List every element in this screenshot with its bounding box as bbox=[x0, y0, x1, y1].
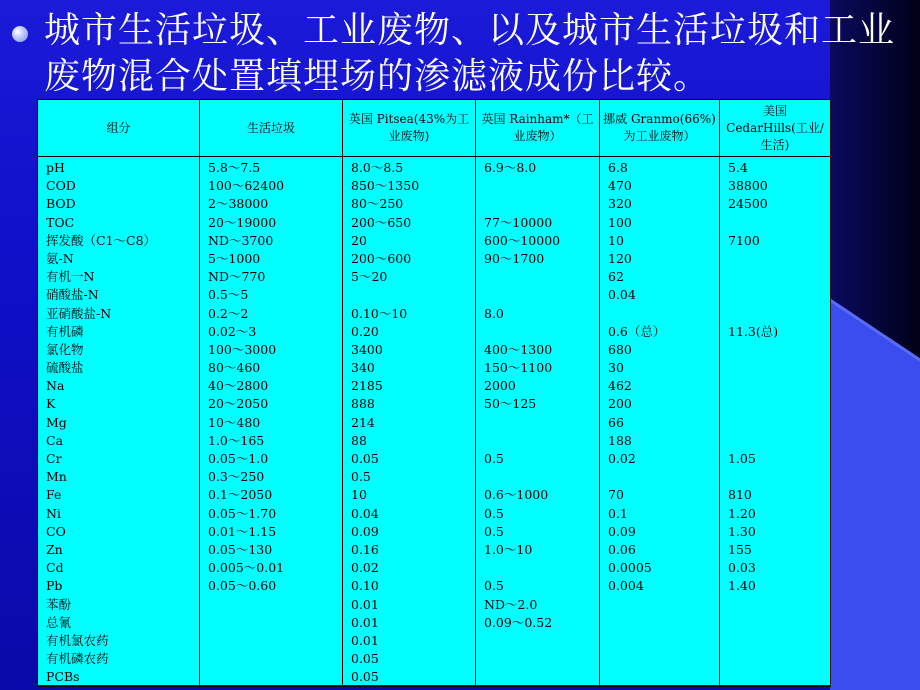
table-cell: 0.6（总） bbox=[608, 323, 666, 339]
column-domestic-waste bbox=[200, 157, 343, 687]
table-cell bbox=[608, 632, 719, 650]
table-cell: 400～1300 bbox=[484, 341, 553, 357]
table-cell: 亚硝酸盐-N bbox=[46, 305, 112, 321]
table-cell: 0.05 bbox=[351, 451, 379, 466]
table-cell: 462 bbox=[608, 378, 632, 394]
table-cell: Cd bbox=[46, 560, 64, 576]
table-cell: 0.05～0.60 bbox=[208, 578, 277, 594]
table-cell: 0.10 bbox=[351, 578, 379, 594]
table-cell: 155 bbox=[728, 541, 752, 557]
table-cell: 214 bbox=[351, 414, 375, 430]
header-uk-rainham: 英国 Rainham*（工业废物） bbox=[476, 100, 600, 157]
table-cell: ND～3700 bbox=[208, 232, 274, 248]
header-usa-cedarhills: 美国 CedarHills(工业/生活) bbox=[720, 100, 831, 157]
table-cell: 200～650 bbox=[351, 214, 412, 230]
table-cell: BOD bbox=[46, 196, 76, 212]
table-cell: 0.5 bbox=[484, 505, 504, 521]
table-cell: 20 bbox=[351, 232, 367, 248]
table-cell bbox=[484, 195, 599, 213]
table-cell: 1.40 bbox=[728, 578, 756, 594]
table-cell bbox=[728, 650, 830, 668]
table-cell: 挥发酸（C1～C8） bbox=[46, 232, 157, 248]
table-cell: 100～3000 bbox=[208, 341, 277, 357]
table-cell: 0.20 bbox=[351, 323, 379, 339]
table-cell: 30 bbox=[608, 360, 624, 376]
table-cell: Zn bbox=[46, 541, 63, 557]
table-cell bbox=[728, 214, 830, 232]
table-cell: 0.0005 bbox=[608, 560, 652, 576]
header-uk-pitsea: 英国 Pitsea(43%为工业废物) bbox=[343, 100, 476, 157]
table-cell: 1.05 bbox=[728, 451, 756, 466]
table-cell: 8.0 bbox=[484, 305, 504, 321]
table-cell: 100～62400 bbox=[208, 178, 285, 194]
table-cell bbox=[728, 305, 830, 323]
table-cell: 20～2050 bbox=[208, 396, 269, 412]
table-cell: 2185 bbox=[351, 378, 383, 394]
table-cell: 0.06 bbox=[608, 541, 636, 557]
table-cell bbox=[608, 596, 719, 614]
table-cell: 188 bbox=[608, 432, 632, 448]
table-cell bbox=[728, 614, 830, 632]
table-cell: Mg bbox=[46, 414, 67, 430]
table-cell: 0.02 bbox=[608, 451, 636, 466]
table-cell: 0.1 bbox=[608, 505, 628, 521]
table-cell: 10 bbox=[351, 487, 367, 503]
header-domestic-waste: 生活垃圾 bbox=[200, 100, 343, 157]
table-cell: PCBs bbox=[46, 669, 80, 685]
table-cell: 0.10～10 bbox=[351, 305, 408, 321]
table-cell: ND～2.0 bbox=[484, 596, 538, 612]
table-cell bbox=[728, 377, 830, 395]
table-cell bbox=[484, 668, 599, 686]
table-cell: 硝酸盐-N bbox=[46, 287, 99, 303]
table-cell: 0.03 bbox=[728, 560, 756, 576]
table-cell bbox=[608, 650, 719, 668]
table-cell bbox=[728, 395, 830, 413]
table-cell: 0.1～2050 bbox=[208, 487, 273, 503]
table-cell: 0.05～1.0 bbox=[208, 451, 269, 466]
table-cell: Pb bbox=[46, 578, 63, 594]
table-cell: 888 bbox=[351, 396, 375, 412]
table-cell bbox=[484, 559, 599, 577]
table-cell: TOC bbox=[46, 214, 75, 230]
table-cell: 0.05 bbox=[351, 651, 379, 667]
table-cell bbox=[728, 286, 830, 304]
table-cell: 10～480 bbox=[208, 414, 261, 430]
table-header-row bbox=[38, 100, 831, 157]
table-cell bbox=[608, 668, 719, 686]
table-cell: 50～125 bbox=[484, 396, 537, 412]
table-cell: 0.09～0.52 bbox=[484, 614, 553, 630]
table-cell: 40～2800 bbox=[208, 378, 269, 394]
table-cell: 0.05～130 bbox=[208, 541, 273, 557]
table-cell bbox=[484, 323, 599, 341]
table-cell: Ni bbox=[46, 505, 61, 521]
table-cell: 470 bbox=[608, 178, 632, 194]
table-cell: 1.20 bbox=[728, 505, 756, 521]
table-cell bbox=[608, 468, 719, 486]
table-cell: 氯化物 bbox=[46, 341, 84, 357]
table-cell: 0.02～3 bbox=[208, 323, 257, 339]
table-cell: 1.0～10 bbox=[484, 541, 533, 557]
table-cell bbox=[484, 632, 599, 650]
table-cell: 810 bbox=[728, 487, 752, 503]
table-cell: 0.5 bbox=[351, 469, 371, 485]
table-cell bbox=[484, 414, 599, 432]
table-cell: 80～250 bbox=[351, 196, 404, 212]
table-cell bbox=[484, 177, 599, 195]
table-cell bbox=[728, 341, 830, 359]
table-cell: 0.09 bbox=[351, 523, 379, 539]
column-uk-pitsea bbox=[343, 157, 476, 687]
table-cell: 3400 bbox=[351, 341, 383, 357]
table-cell bbox=[484, 268, 599, 286]
table-cell: 340 bbox=[351, 360, 375, 376]
slide-title: 城市生活垃圾、工业废物、以及城市生活垃圾和工业废物混合处置填埋场的渗滤液成份比较。 bbox=[44, 10, 896, 97]
table-cell: 0.5 bbox=[484, 451, 504, 466]
table-cell: 20～19000 bbox=[208, 214, 277, 230]
column-usa-cedarhills bbox=[720, 157, 831, 687]
table-cell: 0.04 bbox=[351, 505, 379, 521]
table-cell: 24500 bbox=[728, 196, 768, 212]
table-cell: Mn bbox=[46, 469, 67, 485]
table-cell: 有机磷 bbox=[46, 323, 84, 339]
table-cell bbox=[484, 432, 599, 450]
table-cell bbox=[728, 414, 830, 432]
table-cell: 5～20 bbox=[351, 269, 388, 285]
table-cell: 有机氯农药 bbox=[46, 632, 109, 648]
table-cell: 0.5～5 bbox=[208, 287, 249, 303]
table-cell: 6.9～8.0 bbox=[484, 160, 537, 175]
table-cell bbox=[484, 650, 599, 668]
table-cell: COD bbox=[46, 178, 76, 194]
table-cell bbox=[608, 305, 719, 323]
column-component bbox=[38, 157, 200, 687]
table-cell: 88 bbox=[351, 432, 367, 448]
bullet-icon bbox=[12, 26, 28, 42]
table-cell: 850～1350 bbox=[351, 178, 420, 194]
table-cell bbox=[484, 286, 599, 304]
table-cell: 有机磷农药 bbox=[46, 651, 109, 667]
table-cell: 600～10000 bbox=[484, 232, 561, 248]
table-cell: 320 bbox=[608, 196, 632, 212]
leachate-table-container bbox=[37, 99, 830, 685]
table-cell: 0.2～2 bbox=[208, 305, 249, 321]
table-cell: 2000 bbox=[484, 378, 516, 394]
table-cell bbox=[208, 668, 342, 686]
table-cell: 66 bbox=[608, 414, 624, 430]
table-cell: Cr bbox=[46, 451, 62, 466]
table-cell: 0.01 bbox=[351, 614, 379, 630]
table-cell: 硫酸盐 bbox=[46, 360, 84, 376]
table-cell: 0.3～250 bbox=[208, 469, 265, 485]
table-cell: 有机一N bbox=[46, 269, 95, 285]
table-cell: 0.16 bbox=[351, 541, 379, 557]
table-cell: 70 bbox=[608, 487, 624, 503]
table-cell: 77～10000 bbox=[484, 214, 553, 230]
table-cell bbox=[728, 268, 830, 286]
table-cell bbox=[208, 596, 342, 614]
table-body-row bbox=[38, 157, 831, 687]
table-cell: 2～38000 bbox=[208, 196, 269, 212]
table-cell bbox=[728, 596, 830, 614]
table-cell: 0.05 bbox=[351, 669, 379, 685]
table-cell: Ca bbox=[46, 432, 64, 448]
table-cell: 90～1700 bbox=[484, 250, 545, 266]
table-cell: 80～460 bbox=[208, 360, 261, 376]
table-cell: 0.01 bbox=[351, 632, 379, 648]
table-cell: 10 bbox=[608, 232, 624, 248]
table-cell bbox=[351, 286, 475, 304]
table-cell: Fe bbox=[46, 487, 62, 503]
table-cell: 8.0～8.5 bbox=[351, 160, 404, 175]
table-cell: 5.4 bbox=[728, 160, 748, 175]
table-cell: 100 bbox=[608, 214, 632, 230]
table-cell bbox=[208, 614, 342, 632]
table-cell: 200～600 bbox=[351, 250, 412, 266]
table-cell: 苯酚 bbox=[46, 596, 72, 612]
table-cell bbox=[484, 468, 599, 486]
table-cell bbox=[728, 668, 830, 686]
table-cell: 0.5 bbox=[484, 578, 504, 594]
table-cell bbox=[208, 650, 342, 668]
column-uk-rainham bbox=[476, 157, 600, 687]
table-cell: pH bbox=[46, 160, 65, 175]
table-cell: 1.0～165 bbox=[208, 432, 265, 448]
table-cell: ND～770 bbox=[208, 269, 266, 285]
table-cell: 5.8～7.5 bbox=[208, 160, 261, 175]
table-cell: 680 bbox=[608, 341, 632, 357]
table-cell bbox=[728, 250, 830, 268]
table-cell bbox=[728, 432, 830, 450]
table-cell: CO bbox=[46, 523, 66, 539]
table-cell: 11.3(总) bbox=[728, 323, 779, 339]
table-cell: 0.5 bbox=[484, 523, 504, 539]
header-norway-granmo: 挪威 Granmo(66%)为工业废物） bbox=[600, 100, 720, 157]
table-cell: 5～1000 bbox=[208, 250, 261, 266]
table-cell bbox=[208, 632, 342, 650]
table-cell: 0.01～1.15 bbox=[208, 523, 277, 539]
table-cell: 总氰 bbox=[46, 614, 72, 630]
leachate-comparison-table bbox=[37, 99, 831, 687]
table-cell: 0.09 bbox=[608, 523, 636, 539]
table-cell: 0.05～1.70 bbox=[208, 505, 277, 521]
table-cell: 200 bbox=[608, 396, 632, 412]
table-cell: 120 bbox=[608, 250, 632, 266]
table-cell bbox=[608, 614, 719, 632]
table-cell bbox=[728, 468, 830, 486]
table-cell: 38800 bbox=[728, 178, 768, 194]
table-cell: 0.02 bbox=[351, 560, 379, 576]
table-cell: 6.8 bbox=[608, 160, 628, 175]
table-cell: 1.30 bbox=[728, 523, 756, 539]
table-cell bbox=[728, 632, 830, 650]
column-norway-granmo bbox=[600, 157, 720, 687]
table-cell: Na bbox=[46, 378, 65, 394]
table-cell: 62 bbox=[608, 269, 624, 285]
table-cell: 0.005～0.01 bbox=[208, 560, 285, 576]
table-cell: 0.6～1000 bbox=[484, 487, 549, 503]
table-cell: 0.04 bbox=[608, 287, 636, 303]
table-cell: 0.004 bbox=[608, 578, 644, 594]
table-cell: 7100 bbox=[728, 232, 760, 248]
table-cell: 0.01 bbox=[351, 596, 379, 612]
table-cell: K bbox=[46, 396, 56, 412]
table-cell: 氨-N bbox=[46, 250, 74, 266]
table-cell: 150～1100 bbox=[484, 360, 553, 376]
header-component: 组分 bbox=[38, 100, 200, 157]
table-cell bbox=[728, 359, 830, 377]
